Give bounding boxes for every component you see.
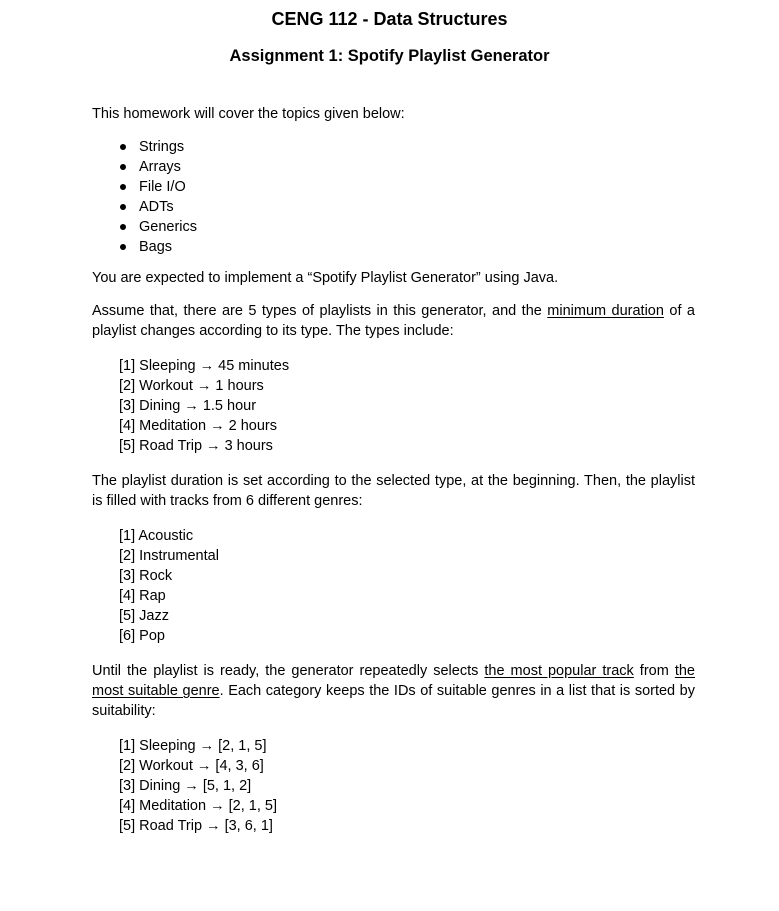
list-item: [1] Sleeping → [2, 1, 5] bbox=[119, 738, 267, 754]
document-title: CENG 112 - Data Structures bbox=[271, 9, 508, 29]
playlist-types-list bbox=[119, 356, 289, 456]
list-item: [4] Meditation → [2, 1, 5] bbox=[119, 798, 277, 814]
list-item: ADTs bbox=[117, 197, 197, 217]
bullet-icon bbox=[120, 144, 126, 150]
bullet-icon bbox=[120, 204, 126, 210]
list-item: Arrays bbox=[117, 157, 197, 177]
intro-text: This homework will cover the topics given below: bbox=[92, 106, 405, 122]
assignment-title: Assignment 1: Spotify Playlist Generator bbox=[229, 47, 550, 65]
selection-paragraph: Until the playlist is ready, the generator repeatedly selects the most popular track from the most suitable genre. Each category keeps the IDs of suitable genres in a list that is sorted by suitability: bbox=[92, 663, 695, 719]
list-item: [5] Jazz bbox=[119, 608, 169, 624]
list-item: [4] Rap bbox=[119, 588, 166, 604]
list-item: Bags bbox=[117, 237, 197, 257]
genres-paragraph: The playlist duration is set according to the selected type, at the beginning. Then, the playlist is filled with tracks from 6 different genres: bbox=[92, 473, 695, 509]
list-item: [5] Road Trip → [3, 6, 1] bbox=[119, 818, 273, 834]
bullet-icon bbox=[120, 184, 126, 190]
list-item: [2] Workout → 1 hours bbox=[119, 378, 264, 394]
list-item: [1] Acoustic bbox=[119, 528, 194, 544]
bullet-icon bbox=[120, 244, 126, 250]
list-item: File I/O bbox=[117, 177, 197, 197]
list-item: [4] Meditation → 2 hours bbox=[119, 418, 277, 434]
most-popular-track-link: the most popular track bbox=[484, 663, 634, 679]
types-paragraph: Assume that, there are 5 types of playlists in this generator, and the minimum duration of a playlist changes according to its type. The types include: bbox=[92, 303, 695, 339]
list-item: [5] Road Trip → 3 hours bbox=[119, 438, 273, 454]
list-item: [6] Pop bbox=[119, 628, 165, 644]
list-item: [2] Instrumental bbox=[119, 548, 219, 564]
genre-mapping-list bbox=[119, 736, 277, 836]
bullet-icon bbox=[120, 224, 126, 230]
list-item: [3] Dining → [5, 1, 2] bbox=[119, 778, 252, 794]
minimum-duration-link: minimum duration bbox=[547, 303, 664, 319]
list-item: [3] Dining → 1.5 hour bbox=[119, 398, 257, 414]
bullet-icon bbox=[120, 164, 126, 170]
list-item: [1] Sleeping → 45 minutes bbox=[119, 358, 290, 374]
most-suitable-genre-link: the most suitable genre bbox=[92, 663, 695, 699]
list-item: [3] Rock bbox=[119, 568, 173, 584]
list-item: Generics bbox=[117, 217, 197, 237]
list-item: Strings bbox=[117, 137, 197, 157]
genres-list bbox=[119, 526, 219, 646]
expectation-text: You are expected to implement a “Spotify Playlist Generator” using Java. bbox=[92, 270, 559, 286]
topics-list bbox=[117, 137, 197, 257]
list-item: [2] Workout → [4, 3, 6] bbox=[119, 758, 264, 774]
